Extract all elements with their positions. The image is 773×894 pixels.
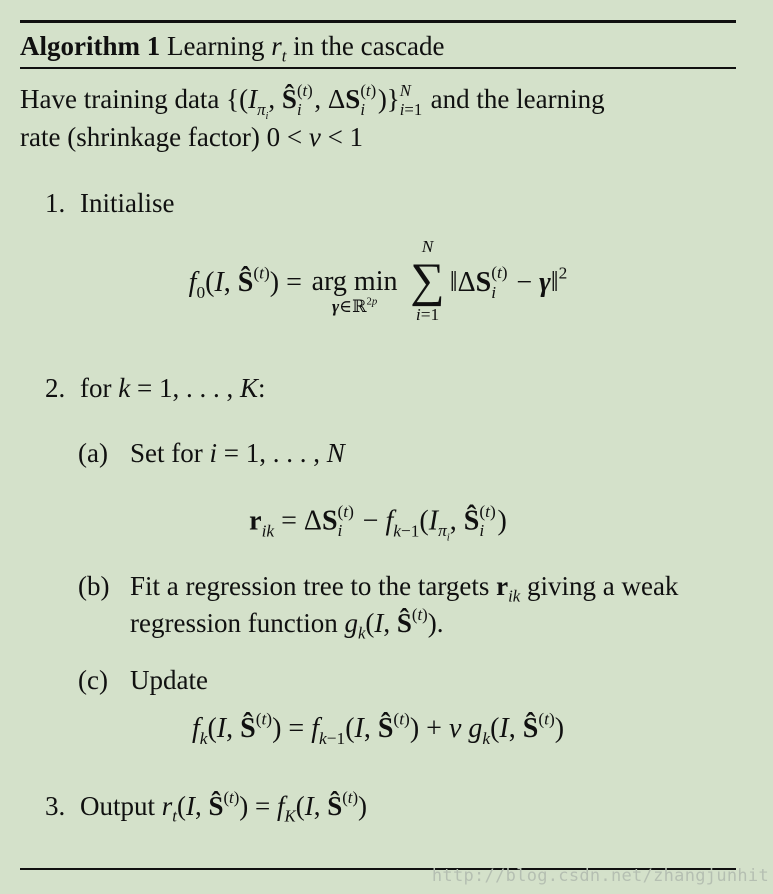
step-heading: Output $r_t(I$, $Ŝ^{(t)}) = f_K(I$, $Ŝ^{(t)}$) — [80, 788, 368, 827]
initialise-equation: $f_0(I$, $Ŝ^{(t)}$) = arg min γ∈ℝ$^{2p}$ N ∑ i=1 ‖ΔS (t) i − γ‖$^2$ — [188, 236, 568, 324]
step-heading: for k = 1, . . . , K: — [80, 372, 266, 403]
substep-fit-tree — [20, 568, 736, 642]
step-number: 1. — [45, 187, 66, 218]
step-number: 3. — [45, 791, 66, 822]
title-rule — [20, 67, 736, 69]
step-output — [20, 788, 736, 827]
algorithm-title: Algorithm 1 Learning $r_t$ in the cascade — [20, 31, 445, 66]
step-heading: Initialise — [80, 187, 175, 218]
substep-label: (b) — [78, 571, 110, 602]
residual-equation: $r_{ik} = \Delta S$ (t) i − $f_{k-1}(I_{\pi_i}$, Ŝ (t) i ) — [249, 501, 507, 544]
substep-label: (c) — [78, 665, 108, 696]
substep-heading: Set for i = 1, . . . , N — [130, 437, 345, 468]
step-number: 2. — [45, 372, 66, 403]
step-initialise — [20, 186, 736, 220]
substep-set-residuals — [20, 435, 736, 472]
update-equation: $f_k(I$, $Ŝ^{(t)}) = f_{k-1}(I$, $Ŝ^{(t)}) + \nu$ $g_k(I$, $Ŝ^{(t)}$) — [191, 709, 565, 749]
preamble-text: Have training data {($I_{\pi_i}$, Ŝ (t) i , ΔS (t) i )} N i=1 and the learning rate (shrinkage factor) 0 < ν < 1 — [20, 81, 605, 153]
substep-label: (a) — [78, 437, 108, 468]
substep-heading: Update — [130, 665, 208, 696]
substep-update — [20, 662, 736, 699]
watermark-text: http://blog.csdn.net/zhangjunhit — [431, 866, 769, 886]
step-boosting-loop — [20, 371, 736, 405]
substep-heading: Fit a regression tree to the targets $r_{ik}$ giving a weak regression function $g_k(I$, $Ŝ^{(t)}$). — [130, 571, 679, 644]
